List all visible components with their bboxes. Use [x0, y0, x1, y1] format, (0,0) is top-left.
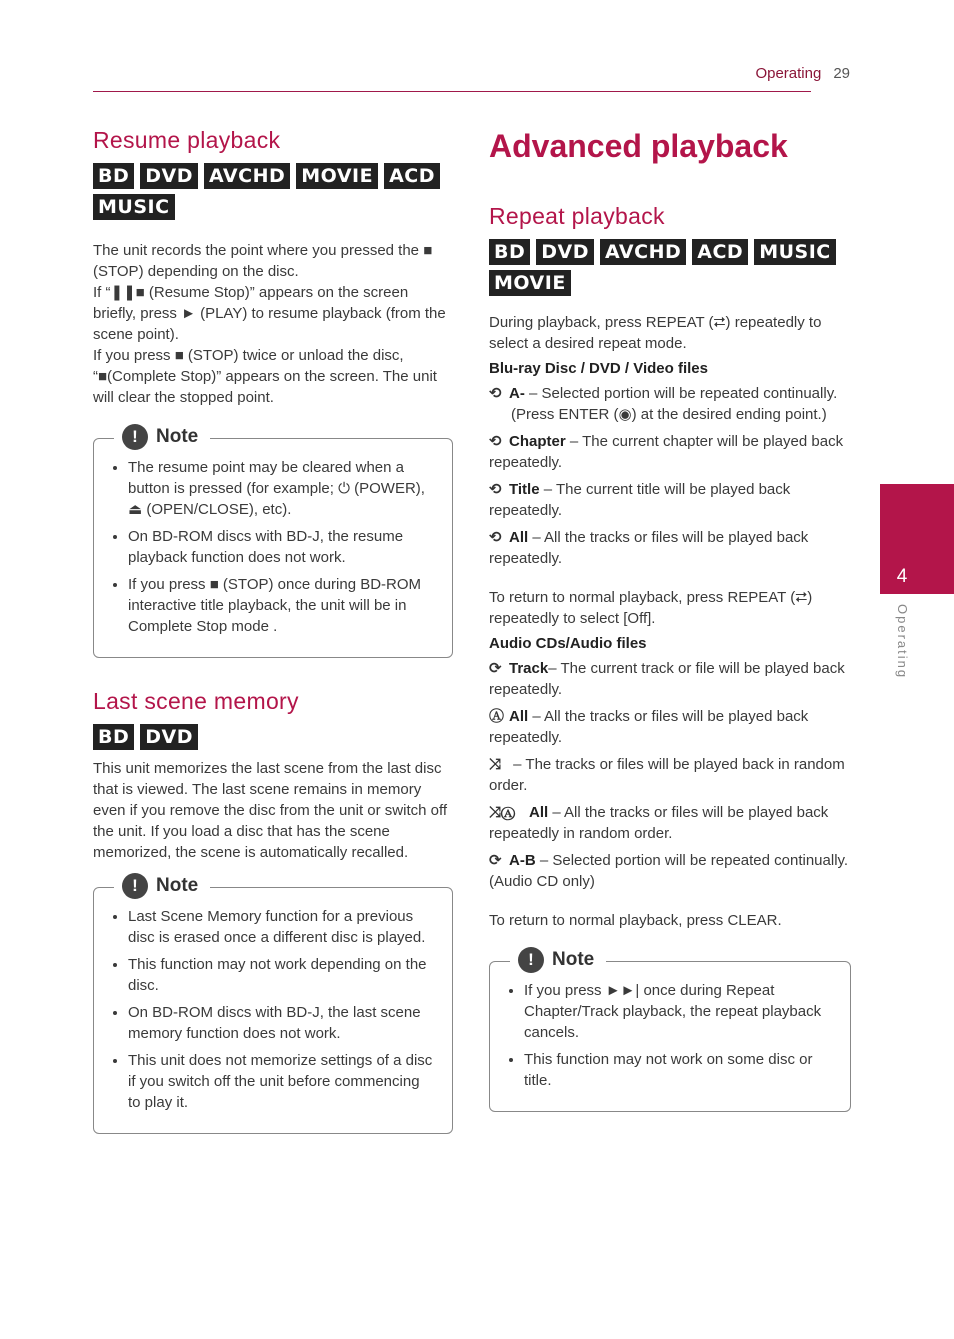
repeat-title: Repeat playback	[489, 203, 665, 229]
badge-bd: BD	[489, 239, 530, 265]
resume-paragraph-3: If you press ■ (STOP) twice or unload the disc, “■(Complete Stop)” appears on the screen. The unit will clear the stopped point.	[93, 347, 437, 406]
audio-files-label: Audio CDs/Audio files	[489, 635, 647, 652]
note-title: Note	[156, 875, 199, 896]
note-item: • On BD-ROM discs with BD-J, the last scene memory function does not work.	[128, 1002, 436, 1044]
exclamation-icon: !	[122, 424, 148, 450]
exclamation-icon: !	[122, 873, 148, 899]
note-title: Note	[156, 426, 199, 447]
audio-mode-track: ⟳ Track– The current track or file will be played back repeatedly.	[489, 660, 845, 698]
page-number: 29	[833, 65, 850, 82]
last-scene-title: Last scene memory	[93, 688, 299, 714]
badge-music: MUSIC	[754, 239, 836, 265]
header-rule	[93, 91, 811, 92]
return-instruction-2: To return to normal playback, press CLEAR.	[489, 912, 782, 929]
page-title: Advanced playback	[489, 128, 788, 164]
repeat-icon: ⟲	[489, 385, 502, 402]
badge-movie: MOVIE	[296, 163, 378, 189]
last-scene-note-box	[93, 875, 453, 1134]
video-files-label: Blu-ray Disc / DVD / Video files	[489, 360, 708, 377]
repeat-note-box	[489, 949, 851, 1112]
badge-dvd: DVD	[140, 724, 198, 750]
chapter-label: Operating	[895, 604, 910, 680]
audio-mode-all: Ⓐ All – All the tracks or files will be played back repeatedly.	[489, 708, 809, 746]
repeat-ab-icon: ⟳	[489, 852, 502, 869]
badge-acd: ACD	[384, 163, 440, 189]
repeat-all-icon: Ⓐ	[489, 708, 505, 725]
shuffle-repeat-icon: ⤨Ⓐ	[489, 804, 516, 821]
note-list	[110, 457, 436, 637]
page-header	[700, 65, 850, 82]
repeat-mode-a: ⟲ A- – Selected portion will be repeated continually. (Press ENTER (◉) at the desired ending point.)	[489, 385, 838, 423]
last-scene-paragraph: This unit memorizes the last scene from the last disc that is viewed. The last scene remains in memory even if you remove the disc from the unit or switch off the unit. If you load a disc that has the scene memorized, the scene is automatically recalled.	[93, 760, 448, 861]
note-item: • If you press ►►| once during Repeat Chapter/Track playback, the repeat playback cancels.	[524, 980, 834, 1043]
repeat-mode-chapter: ⟲ Chapter – The current chapter will be played back repeatedly.	[489, 433, 844, 471]
note-list	[110, 906, 436, 1113]
resume-title: Resume playback	[93, 127, 281, 153]
badge-dvd: DVD	[536, 239, 594, 265]
note-item: • The resume point may be cleared when a button is pressed (for example; ⏻ (POWER), ⏏ (OPEN/CLOSE), etc).	[128, 457, 436, 520]
chapter-number: 4	[896, 566, 908, 587]
audio-mode-random-all: ⤨Ⓐ All – All the tracks or files will be played back repeatedly in random order.	[489, 804, 829, 842]
repeat-icon: ⟲	[489, 481, 502, 498]
repeat-track-icon: ⟳	[489, 660, 502, 677]
audio-mode-a-b: ⟳ A-B – Selected portion will be repeated continually. (Audio CD only)	[489, 852, 849, 890]
repeat-icon: ⟲	[489, 433, 502, 450]
note-header	[114, 424, 210, 450]
repeat-badges	[489, 239, 851, 296]
badge-avchd: AVCHD	[204, 163, 290, 189]
badge-movie: MOVIE	[489, 270, 571, 296]
note-item: • This unit does not memorize settings of a disc if you switch off the unit before commencing to play it.	[128, 1050, 436, 1113]
resume-paragraph-2: If “❚❚■ (Resume Stop)” appears on the screen briefly, press ► (PLAY) to resume playback (from the scene point).	[93, 284, 446, 343]
exclamation-icon: !	[518, 947, 544, 973]
note-item: • This function may not work on some disc or title.	[524, 1049, 834, 1091]
repeat-mode-title: ⟲ Title – The current title will be played back repeatedly.	[489, 481, 791, 519]
repeat-mode-all: ⟲ All – All the tracks or files will be played back repeatedly.	[489, 529, 809, 567]
badge-music: MUSIC	[93, 194, 175, 220]
note-item: • This function may not work depending on the disc.	[128, 954, 436, 996]
repeat-icon: ⟲	[489, 529, 502, 546]
badge-acd: ACD	[692, 239, 748, 265]
note-header	[114, 873, 210, 899]
repeat-intro: During playback, press REPEAT (⮂) repeatedly to select a desired repeat mode.	[489, 314, 822, 352]
resume-note-box	[93, 426, 453, 658]
right-column	[489, 125, 851, 1112]
badge-bd: BD	[93, 163, 134, 189]
note-header	[510, 947, 606, 973]
badge-dvd: DVD	[140, 163, 198, 189]
left-column	[93, 125, 453, 1134]
shuffle-icon: ⤨	[489, 756, 502, 773]
badge-avchd: AVCHD	[600, 239, 686, 265]
note-list	[506, 980, 834, 1091]
resume-paragraph-1: The unit records the point where you pressed the ■ (STOP) depending on the disc.	[93, 242, 433, 280]
note-item: • Last Scene Memory function for a previous disc is erased once a different disc is played.	[128, 906, 436, 948]
audio-mode-random: ⤨ – The tracks or files will be played back in random order.	[489, 756, 845, 794]
resume-badges	[93, 163, 453, 220]
note-item: • On BD-ROM discs with BD-J, the resume playback function does not work.	[128, 526, 436, 568]
note-item: • If you press ■ (STOP) once during BD-ROM interactive title playback, the unit will be in Complete Stop mode .	[128, 574, 436, 637]
last-scene-badges	[93, 724, 453, 750]
note-title: Note	[552, 949, 595, 970]
badge-bd: BD	[93, 724, 134, 750]
return-instruction-1: To return to normal playback, press REPEAT (⮂) repeatedly to select [Off].	[489, 589, 813, 627]
header-section: Operating	[755, 65, 822, 82]
